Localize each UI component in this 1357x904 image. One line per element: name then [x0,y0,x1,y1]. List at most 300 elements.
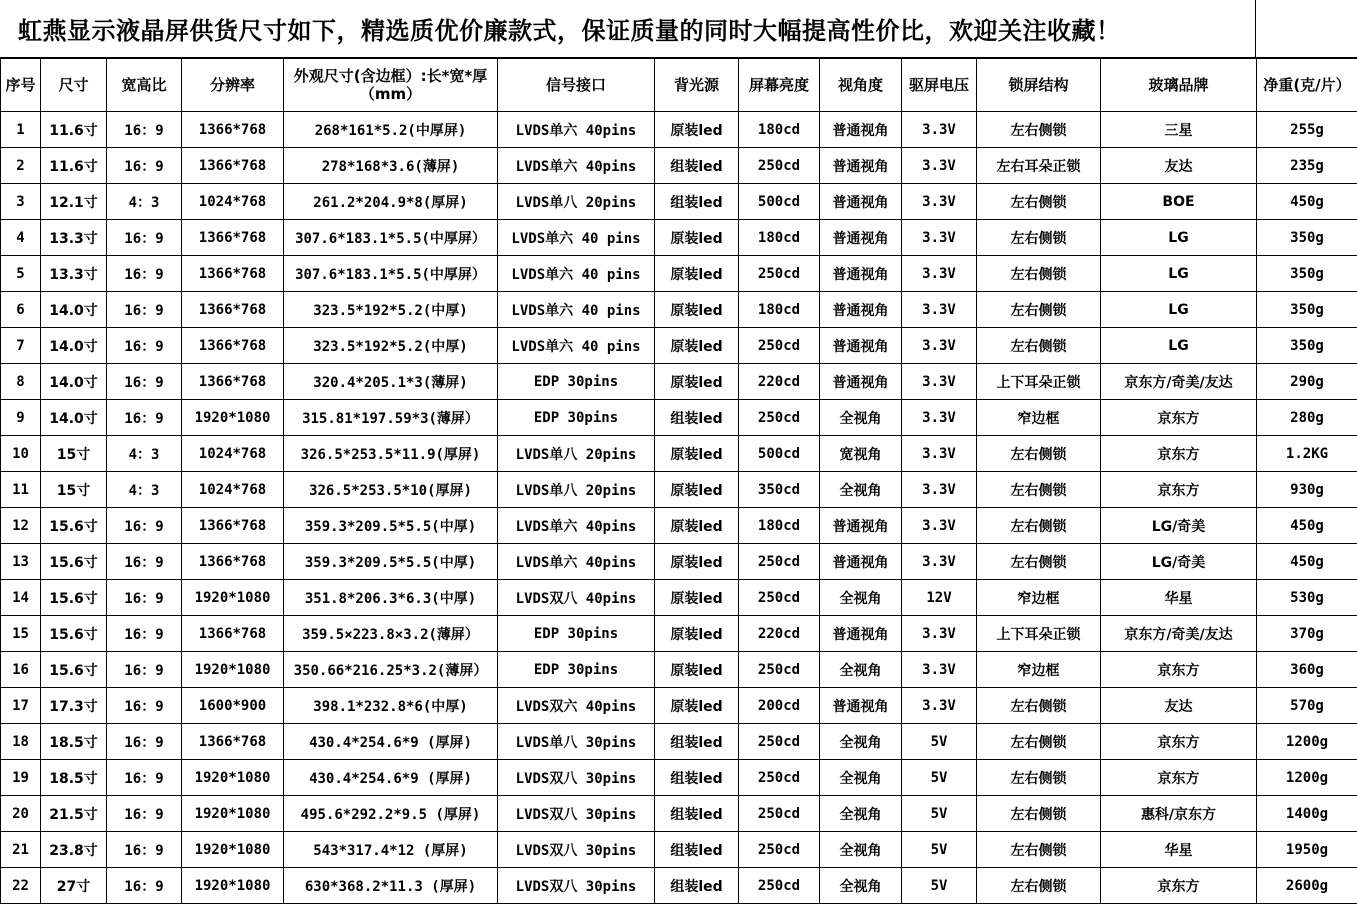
cell-net-weight[interactable]: 350g [1257,292,1357,328]
cell-dimensions[interactable]: 359.3*209.5*5.5(中厚) [284,508,498,544]
cell-size[interactable]: 17.3寸 [41,688,107,724]
cell-voltage[interactable]: 3.3V [902,328,977,364]
cell-lock-structure[interactable]: 左右侧锁 [977,328,1101,364]
cell-net-weight[interactable]: 1950g [1257,832,1357,868]
cell-glass-brand[interactable]: 惠科/京东方 [1101,796,1257,832]
cell-dimensions[interactable]: 307.6*183.1*5.5(中厚屏） [284,220,498,256]
cell-viewing-angle[interactable]: 全视角 [820,400,902,436]
cell-lock-structure[interactable]: 窄边框 [977,580,1101,616]
cell-index[interactable]: 17 [1,688,41,724]
header-size[interactable]: 尺寸 [41,59,107,112]
cell-dimensions[interactable]: 630*368.2*11.3 (厚屏) [284,868,498,904]
cell-voltage[interactable]: 3.3V [902,436,977,472]
cell-dimensions[interactable]: 359.3*209.5*5.5(中厚) [284,544,498,580]
cell-voltage[interactable]: 3.3V [902,112,977,148]
cell-brightness[interactable]: 180cd [739,292,820,328]
cell-interface[interactable]: LVDS单八 20pins [498,472,655,508]
cell-resolution[interactable]: 1920*1080 [182,652,284,688]
cell-viewing-angle[interactable]: 普通视角 [820,220,902,256]
cell-net-weight[interactable]: 255g [1257,112,1357,148]
cell-index[interactable]: 18 [1,724,41,760]
cell-brightness[interactable]: 250cd [739,652,820,688]
cell-glass-brand[interactable]: 三星 [1101,112,1257,148]
cell-brightness[interactable]: 350cd [739,472,820,508]
empty-cell[interactable] [1256,0,1357,58]
cell-lock-structure[interactable]: 左右侧锁 [977,508,1101,544]
cell-brightness[interactable]: 250cd [739,796,820,832]
cell-viewing-angle[interactable]: 普通视角 [820,148,902,184]
cell-viewing-angle[interactable]: 全视角 [820,868,902,904]
header-resolution[interactable]: 分辨率 [182,59,284,112]
cell-lock-structure[interactable]: 窄边框 [977,652,1101,688]
cell-voltage[interactable]: 3.3V [902,256,977,292]
cell-size[interactable]: 15.6寸 [41,652,107,688]
cell-backlight[interactable]: 原装led [655,652,739,688]
cell-lock-structure[interactable]: 左右侧锁 [977,760,1101,796]
cell-resolution[interactable]: 1920*1080 [182,796,284,832]
cell-glass-brand[interactable]: 京东方 [1101,652,1257,688]
cell-glass-brand[interactable]: 京东方 [1101,400,1257,436]
cell-lock-structure[interactable]: 左右侧锁 [977,724,1101,760]
cell-dimensions[interactable]: 307.6*183.1*5.5(中厚屏） [284,256,498,292]
cell-brightness[interactable]: 250cd [739,760,820,796]
cell-voltage[interactable]: 5V [902,796,977,832]
cell-resolution[interactable]: 1920*1080 [182,580,284,616]
cell-voltage[interactable]: 3.3V [902,364,977,400]
cell-interface[interactable]: EDP 30pins [498,400,655,436]
cell-size[interactable]: 13.3寸 [41,220,107,256]
cell-brightness[interactable]: 180cd [739,112,820,148]
cell-interface[interactable]: LVDS单八 30pins [498,724,655,760]
cell-aspect-ratio[interactable]: 16：9 [107,868,182,904]
cell-dimensions[interactable]: 350.66*216.25*3.2(薄屏） [284,652,498,688]
cell-dimensions[interactable]: 323.5*192*5.2(中厚) [284,292,498,328]
cell-glass-brand[interactable]: 京东方 [1101,868,1257,904]
cell-interface[interactable]: EDP 30pins [498,652,655,688]
cell-lock-structure[interactable]: 左右侧锁 [977,436,1101,472]
cell-aspect-ratio[interactable]: 16：9 [107,832,182,868]
cell-net-weight[interactable]: 930g [1257,472,1357,508]
cell-index[interactable]: 1 [1,112,41,148]
cell-backlight[interactable]: 原装led [655,256,739,292]
cell-index[interactable]: 9 [1,400,41,436]
cell-lock-structure[interactable]: 左右侧锁 [977,796,1101,832]
cell-backlight[interactable]: 原装led [655,688,739,724]
cell-interface[interactable]: LVDS单六 40 pins [498,220,655,256]
cell-brightness[interactable]: 220cd [739,364,820,400]
cell-lock-structure[interactable]: 左右耳朵正锁 [977,148,1101,184]
cell-viewing-angle[interactable]: 普通视角 [820,184,902,220]
cell-brightness[interactable]: 180cd [739,508,820,544]
header-viewing-angle[interactable]: 视角度 [820,59,902,112]
cell-glass-brand[interactable]: 友达 [1101,148,1257,184]
cell-lock-structure[interactable]: 左右侧锁 [977,256,1101,292]
cell-glass-brand[interactable]: 华星 [1101,580,1257,616]
cell-net-weight[interactable]: 350g [1257,256,1357,292]
cell-voltage[interactable]: 3.3V [902,688,977,724]
cell-viewing-angle[interactable]: 普通视角 [820,292,902,328]
cell-net-weight[interactable]: 1200g [1257,760,1357,796]
cell-voltage[interactable]: 3.3V [902,400,977,436]
cell-resolution[interactable]: 1366*768 [182,328,284,364]
cell-aspect-ratio[interactable]: 16：9 [107,688,182,724]
cell-index[interactable]: 12 [1,508,41,544]
cell-voltage[interactable]: 3.3V [902,148,977,184]
cell-dimensions[interactable]: 543*317.4*12 (厚屏) [284,832,498,868]
cell-viewing-angle[interactable]: 全视角 [820,760,902,796]
cell-viewing-angle[interactable]: 普通视角 [820,364,902,400]
cell-lock-structure[interactable]: 左右侧锁 [977,868,1101,904]
cell-size[interactable]: 11.6寸 [41,112,107,148]
cell-interface[interactable]: LVDS单六 40 pins [498,328,655,364]
cell-aspect-ratio[interactable]: 16：9 [107,760,182,796]
cell-net-weight[interactable]: 280g [1257,400,1357,436]
cell-glass-brand[interactable]: 京东方 [1101,472,1257,508]
cell-dimensions[interactable]: 398.1*232.8*6(中厚) [284,688,498,724]
cell-voltage[interactable]: 3.3V [902,184,977,220]
header-lock-structure[interactable]: 锁屏结构 [977,59,1101,112]
header-backlight[interactable]: 背光源 [655,59,739,112]
cell-glass-brand[interactable]: LG [1101,292,1257,328]
cell-interface[interactable]: LVDS单六 40pins [498,544,655,580]
cell-voltage[interactable]: 3.3V [902,508,977,544]
cell-index[interactable]: 15 [1,616,41,652]
cell-brightness[interactable]: 250cd [739,256,820,292]
cell-viewing-angle[interactable]: 全视角 [820,796,902,832]
header-interface[interactable]: 信号接口 [498,59,655,112]
cell-interface[interactable]: LVDS单六 40pins [498,112,655,148]
cell-brightness[interactable]: 220cd [739,616,820,652]
cell-index[interactable]: 22 [1,868,41,904]
cell-brightness[interactable]: 500cd [739,436,820,472]
cell-dimensions[interactable]: 268*161*5.2(中厚屏) [284,112,498,148]
cell-resolution[interactable]: 1600*900 [182,688,284,724]
cell-aspect-ratio[interactable]: 16：9 [107,400,182,436]
cell-backlight[interactable]: 原装led [655,220,739,256]
cell-index[interactable]: 14 [1,580,41,616]
cell-size[interactable]: 15.6寸 [41,508,107,544]
cell-voltage[interactable]: 5V [902,760,977,796]
cell-backlight[interactable]: 组装led [655,400,739,436]
cell-aspect-ratio[interactable]: 16：9 [107,724,182,760]
cell-aspect-ratio[interactable]: 16：9 [107,256,182,292]
cell-interface[interactable]: EDP 30pins [498,364,655,400]
cell-viewing-angle[interactable]: 普通视角 [820,508,902,544]
cell-backlight[interactable]: 原装led [655,616,739,652]
cell-aspect-ratio[interactable]: 16：9 [107,328,182,364]
cell-dimensions[interactable]: 430.4*254.6*9 (厚屏) [284,760,498,796]
cell-interface[interactable]: LVDS双八 30pins [498,796,655,832]
cell-interface[interactable]: LVDS双八 30pins [498,760,655,796]
cell-net-weight[interactable]: 1400g [1257,796,1357,832]
cell-size[interactable]: 15寸 [41,472,107,508]
cell-interface[interactable]: LVDS单六 40pins [498,148,655,184]
cell-viewing-angle[interactable]: 普通视角 [820,688,902,724]
cell-backlight[interactable]: 原装led [655,472,739,508]
cell-backlight[interactable]: 组装led [655,724,739,760]
cell-lock-structure[interactable]: 左右侧锁 [977,832,1101,868]
cell-brightness[interactable]: 180cd [739,220,820,256]
cell-resolution[interactable]: 1366*768 [182,148,284,184]
cell-glass-brand[interactable]: 京东方/奇美/友达 [1101,616,1257,652]
header-brightness[interactable]: 屏幕亮度 [739,59,820,112]
cell-net-weight[interactable]: 570g [1257,688,1357,724]
cell-brightness[interactable]: 250cd [739,544,820,580]
cell-backlight[interactable]: 原装led [655,508,739,544]
cell-aspect-ratio[interactable]: 16：9 [107,544,182,580]
cell-size[interactable]: 14.0寸 [41,400,107,436]
cell-brightness[interactable]: 250cd [739,832,820,868]
cell-index[interactable]: 16 [1,652,41,688]
cell-viewing-angle[interactable]: 宽视角 [820,436,902,472]
cell-viewing-angle[interactable]: 全视角 [820,580,902,616]
cell-aspect-ratio[interactable]: 16：9 [107,580,182,616]
cell-glass-brand[interactable]: 京东方 [1101,760,1257,796]
cell-brightness[interactable]: 250cd [739,400,820,436]
cell-resolution[interactable]: 1920*1080 [182,832,284,868]
cell-voltage[interactable]: 3.3V [902,616,977,652]
cell-net-weight[interactable]: 290g [1257,364,1357,400]
cell-lock-structure[interactable]: 左右侧锁 [977,184,1101,220]
cell-index[interactable]: 4 [1,220,41,256]
cell-backlight[interactable]: 组装led [655,148,739,184]
cell-dimensions[interactable]: 326.5*253.5*11.9(厚屏) [284,436,498,472]
cell-size[interactable]: 13.3寸 [41,256,107,292]
cell-lock-structure[interactable]: 左右侧锁 [977,220,1101,256]
cell-backlight[interactable]: 组装led [655,796,739,832]
header-voltage[interactable]: 驱屏电压 [902,59,977,112]
cell-aspect-ratio[interactable]: 16：9 [107,364,182,400]
cell-lock-structure[interactable]: 左右侧锁 [977,112,1101,148]
cell-aspect-ratio[interactable]: 16：9 [107,292,182,328]
cell-viewing-angle[interactable]: 全视角 [820,652,902,688]
cell-index[interactable]: 2 [1,148,41,184]
cell-viewing-angle[interactable]: 全视角 [820,472,902,508]
cell-voltage[interactable]: 3.3V [902,652,977,688]
cell-viewing-angle[interactable]: 普通视角 [820,328,902,364]
cell-size[interactable]: 14.0寸 [41,328,107,364]
cell-interface[interactable]: LVDS双八 40pins [498,580,655,616]
cell-size[interactable]: 15寸 [41,436,107,472]
cell-lock-structure[interactable]: 左右侧锁 [977,688,1101,724]
cell-viewing-angle[interactable]: 普通视角 [820,112,902,148]
cell-aspect-ratio[interactable]: 16：9 [107,796,182,832]
cell-viewing-angle[interactable]: 普通视角 [820,616,902,652]
cell-glass-brand[interactable]: 京东方 [1101,436,1257,472]
cell-size[interactable]: 15.6寸 [41,616,107,652]
cell-size[interactable]: 14.0寸 [41,364,107,400]
cell-size[interactable]: 14.0寸 [41,292,107,328]
cell-index[interactable]: 8 [1,364,41,400]
cell-voltage[interactable]: 3.3V [902,472,977,508]
cell-glass-brand[interactable]: LG/奇美 [1101,544,1257,580]
cell-brightness[interactable]: 500cd [739,184,820,220]
cell-glass-brand[interactable]: 友达 [1101,688,1257,724]
cell-glass-brand[interactable]: LG/奇美 [1101,508,1257,544]
cell-index[interactable]: 3 [1,184,41,220]
cell-size[interactable]: 21.5寸 [41,796,107,832]
cell-viewing-angle[interactable]: 全视角 [820,832,902,868]
cell-backlight[interactable]: 原装led [655,292,739,328]
cell-net-weight[interactable]: 2600g [1257,868,1357,904]
cell-viewing-angle[interactable]: 普通视角 [820,256,902,292]
cell-interface[interactable]: LVDS双六 40pins [498,688,655,724]
cell-aspect-ratio[interactable]: 16：9 [107,508,182,544]
cell-backlight[interactable]: 原装led [655,436,739,472]
cell-resolution[interactable]: 1366*768 [182,112,284,148]
cell-aspect-ratio[interactable]: 4：3 [107,472,182,508]
cell-voltage[interactable]: 5V [902,724,977,760]
cell-resolution[interactable]: 1024*768 [182,184,284,220]
cell-lock-structure[interactable]: 窄边框 [977,400,1101,436]
cell-aspect-ratio[interactable]: 4：3 [107,184,182,220]
cell-aspect-ratio[interactable]: 16：9 [107,112,182,148]
cell-resolution[interactable]: 1366*768 [182,724,284,760]
cell-resolution[interactable]: 1024*768 [182,436,284,472]
cell-lock-structure[interactable]: 上下耳朵正锁 [977,364,1101,400]
cell-viewing-angle[interactable]: 全视角 [820,724,902,760]
cell-backlight[interactable]: 原装led [655,328,739,364]
cell-net-weight[interactable]: 350g [1257,328,1357,364]
cell-resolution[interactable]: 1366*768 [182,508,284,544]
cell-dimensions[interactable]: 261.2*204.9*8(厚屏) [284,184,498,220]
cell-index[interactable]: 13 [1,544,41,580]
cell-net-weight[interactable]: 1.2KG [1257,436,1357,472]
cell-index[interactable]: 7 [1,328,41,364]
cell-lock-structure[interactable]: 左右侧锁 [977,292,1101,328]
cell-resolution[interactable]: 1366*768 [182,544,284,580]
cell-dimensions[interactable]: 323.5*192*5.2(中厚) [284,328,498,364]
cell-backlight[interactable]: 组装led [655,868,739,904]
cell-resolution[interactable]: 1920*1080 [182,868,284,904]
cell-backlight[interactable]: 原装led [655,112,739,148]
cell-size[interactable]: 15.6寸 [41,544,107,580]
cell-voltage[interactable]: 5V [902,832,977,868]
cell-net-weight[interactable]: 235g [1257,148,1357,184]
cell-voltage[interactable]: 5V [902,868,977,904]
cell-brightness[interactable]: 250cd [739,328,820,364]
cell-size[interactable]: 11.6寸 [41,148,107,184]
cell-interface[interactable]: LVDS单六 40 pins [498,292,655,328]
cell-glass-brand[interactable]: LG [1101,328,1257,364]
cell-size[interactable]: 18.5寸 [41,724,107,760]
cell-backlight[interactable]: 组装led [655,832,739,868]
cell-index[interactable]: 19 [1,760,41,796]
cell-dimensions[interactable]: 326.5*253.5*10(厚屏) [284,472,498,508]
cell-dimensions[interactable]: 320.4*205.1*3(薄屏) [284,364,498,400]
cell-brightness[interactable]: 250cd [739,868,820,904]
cell-resolution[interactable]: 1366*768 [182,616,284,652]
cell-dimensions[interactable]: 495.6*292.2*9.5 (厚屏) [284,796,498,832]
header-glass-brand[interactable]: 玻璃品牌 [1101,59,1257,112]
cell-interface[interactable]: LVDS双八 30pins [498,868,655,904]
cell-glass-brand[interactable]: 华星 [1101,832,1257,868]
cell-backlight[interactable]: 原装led [655,544,739,580]
cell-index[interactable]: 6 [1,292,41,328]
cell-viewing-angle[interactable]: 普通视角 [820,544,902,580]
cell-voltage[interactable]: 3.3V [902,544,977,580]
cell-backlight[interactable]: 原装led [655,364,739,400]
cell-glass-brand[interactable]: 京东方 [1101,724,1257,760]
cell-net-weight[interactable]: 450g [1257,544,1357,580]
cell-net-weight[interactable]: 1200g [1257,724,1357,760]
cell-dimensions[interactable]: 278*168*3.6(薄屏) [284,148,498,184]
cell-aspect-ratio[interactable]: 16：9 [107,148,182,184]
header-aspect-ratio[interactable]: 宽高比 [107,59,182,112]
cell-voltage[interactable]: 3.3V [902,292,977,328]
cell-resolution[interactable]: 1366*768 [182,220,284,256]
cell-lock-structure[interactable]: 左右侧锁 [977,544,1101,580]
cell-backlight[interactable]: 组装led [655,184,739,220]
cell-interface[interactable]: LVDS单八 20pins [498,436,655,472]
cell-resolution[interactable]: 1920*1080 [182,760,284,796]
cell-interface[interactable]: LVDS单六 40pins [498,508,655,544]
cell-net-weight[interactable]: 370g [1257,616,1357,652]
cell-net-weight[interactable]: 350g [1257,220,1357,256]
cell-size[interactable]: 27寸 [41,868,107,904]
cell-voltage[interactable]: 3.3V [902,220,977,256]
cell-dimensions[interactable]: 359.5×223.8×3.2(薄屏） [284,616,498,652]
cell-dimensions[interactable]: 315.81*197.59*3(薄屏） [284,400,498,436]
cell-size[interactable]: 18.5寸 [41,760,107,796]
cell-resolution[interactable]: 1024*768 [182,472,284,508]
cell-net-weight[interactable]: 450g [1257,184,1357,220]
sheet-title[interactable]: 虹燕显示液晶屏供货尺寸如下，精选质优价廉款式，保证质量的同时大幅提高性价比，欢迎关注收藏！ [0,0,1256,58]
cell-aspect-ratio[interactable]: 4：3 [107,436,182,472]
cell-index[interactable]: 20 [1,796,41,832]
cell-index[interactable]: 11 [1,472,41,508]
cell-resolution[interactable]: 1366*768 [182,292,284,328]
cell-resolution[interactable]: 1366*768 [182,256,284,292]
header-index[interactable]: 序号 [1,59,41,112]
cell-interface[interactable]: LVDS双八 30pins [498,832,655,868]
cell-dimensions[interactable]: 430.4*254.6*9 (厚屏) [284,724,498,760]
cell-brightness[interactable]: 250cd [739,580,820,616]
cell-backlight[interactable]: 组装led [655,760,739,796]
header-net-weight[interactable]: 净重(克/片） [1257,59,1357,112]
cell-lock-structure[interactable]: 左右侧锁 [977,472,1101,508]
cell-aspect-ratio[interactable]: 16：9 [107,652,182,688]
cell-aspect-ratio[interactable]: 16：9 [107,616,182,652]
cell-size[interactable]: 23.8寸 [41,832,107,868]
cell-net-weight[interactable]: 360g [1257,652,1357,688]
cell-dimensions[interactable]: 351.8*206.3*6.3(中厚) [284,580,498,616]
cell-glass-brand[interactable]: LG [1101,220,1257,256]
cell-brightness[interactable]: 250cd [739,724,820,760]
cell-index[interactable]: 21 [1,832,41,868]
cell-interface[interactable]: EDP 30pins [498,616,655,652]
header-dimensions[interactable]: 外观尺寸(含边框）:长*宽*厚（mm） [284,59,498,112]
cell-backlight[interactable]: 原装led [655,580,739,616]
cell-glass-brand[interactable]: BOE [1101,184,1257,220]
cell-brightness[interactable]: 200cd [739,688,820,724]
cell-net-weight[interactable]: 530g [1257,580,1357,616]
cell-aspect-ratio[interactable]: 16：9 [107,220,182,256]
cell-voltage[interactable]: 12V [902,580,977,616]
cell-net-weight[interactable]: 450g [1257,508,1357,544]
cell-brightness[interactable]: 250cd [739,148,820,184]
cell-interface[interactable]: LVDS单八 20pins [498,184,655,220]
cell-interface[interactable]: LVDS单六 40 pins [498,256,655,292]
cell-size[interactable]: 12.1寸 [41,184,107,220]
cell-lock-structure[interactable]: 上下耳朵正锁 [977,616,1101,652]
cell-index[interactable]: 5 [1,256,41,292]
cell-glass-brand[interactable]: 京东方/奇美/友达 [1101,364,1257,400]
cell-glass-brand[interactable]: LG [1101,256,1257,292]
cell-resolution[interactable]: 1366*768 [182,364,284,400]
cell-resolution[interactable]: 1920*1080 [182,400,284,436]
cell-size[interactable]: 15.6寸 [41,580,107,616]
